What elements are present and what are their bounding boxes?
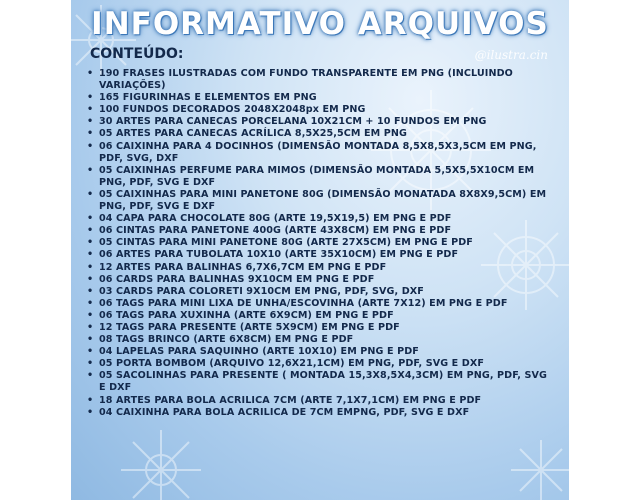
list-item-text: 06 CARDS PARA BALINHAS 9X10CM EM PNG E PDF <box>99 273 375 285</box>
list-item <box>87 116 557 128</box>
bullet-icon: • <box>87 334 94 346</box>
list-item <box>87 395 557 407</box>
list-item-text: 18 ARTES PARA BOLA ACRILICA 7CM (ARTE 7,1X7,1CM) EM PNG E PDF <box>99 394 482 406</box>
list-item <box>87 237 557 249</box>
list-item-text: 05 CINTAS PARA MINI PANETONE 80G (ARTE 27X5CM) EM PNG E PDF <box>99 237 473 249</box>
list-item-text: 03 CARDS PARA COLORETI 9X10CM EM PNG, PDF, SVG, DXF <box>99 285 424 297</box>
list-item <box>87 274 557 286</box>
list-item-text: 12 TAGS PARA PRESENTE (ARTE 5X9CM) EM PNG E PDF <box>99 321 400 333</box>
list-item-text: 165 FIGURINHAS E ELEMENTOS EM PNG <box>99 92 317 104</box>
list-item <box>87 286 557 298</box>
list-item-text: 04 CAPA PARA CHOCOLATE 80G (ARTE 19,5X19,5) EM PNG E PDF <box>99 213 452 225</box>
bullet-icon: • <box>87 237 94 249</box>
content-heading: CONTEÚDO: <box>90 46 184 62</box>
list-item <box>87 334 557 346</box>
bullet-icon: • <box>87 140 94 152</box>
list-item <box>87 249 557 261</box>
list-item-text: 100 FUNDOS DECORADOS 2048X2048px EM PNG <box>99 104 366 116</box>
content-list <box>87 68 557 419</box>
list-item-text: 05 PORTA BOMBOM (ARQUIVO 12,6X21,1CM) EM PNG, PDF, SVG E DXF <box>99 358 484 370</box>
bullet-icon: • <box>87 309 94 321</box>
list-item-text: 30 ARTES PARA CANECAS PORCELANA 10X21CM + 10 FUNDOS EM PNG <box>99 116 487 128</box>
bullet-icon: • <box>87 297 94 309</box>
list-item <box>87 141 557 165</box>
list-item-text: 05 CAIXINHAS PARA MINI PANETONE 80G (DIMENSÃO MONATADA 8X8X9,5CM) EM PNG, PDF, SVG E DXF <box>99 188 547 213</box>
list-item <box>87 104 557 116</box>
list-item <box>87 358 557 370</box>
list-item <box>87 310 557 322</box>
bullet-icon: • <box>87 394 94 406</box>
bullet-icon: • <box>87 261 94 273</box>
bullet-icon: • <box>87 104 94 116</box>
list-item-text: 06 TAGS PARA MINI LIXA DE UNHA/ESCOVINHA (ARTE 7X12) EM PNG E PDF <box>99 297 508 309</box>
list-item-text: 190 FRASES ILUSTRADAS COM FUNDO TRANSPARENTE EM PNG (INCLUINDO VARIAÇÕES) <box>99 68 513 92</box>
list-item-text: 12 ARTES PARA BALINHAS 6,7X6,7CM EM PNG E PDF <box>99 261 387 273</box>
list-item <box>87 213 557 225</box>
list-item <box>87 346 557 358</box>
informative-card <box>71 0 569 500</box>
bullet-icon: • <box>87 358 94 370</box>
list-item <box>87 128 557 140</box>
bullet-icon: • <box>87 188 94 200</box>
page-title: INFORMATIVO ARQUIVOS <box>91 6 549 42</box>
bullet-icon: • <box>87 225 94 237</box>
list-item-text: 08 TAGS BRINCO (ARTE 6X8CM) EM PNG E PDF <box>99 334 354 346</box>
list-item-text: 05 CAIXINHAS PERFUME PARA MIMOS (DIMENSÃO MONTADA 5,5X5,5X10CM EM PNG, PDF, SVG E DXF <box>99 164 535 188</box>
bullet-icon: • <box>87 406 94 418</box>
bullet-icon: • <box>87 346 94 358</box>
list-item <box>87 262 557 274</box>
list-item <box>87 225 557 237</box>
bullet-icon: • <box>87 92 94 104</box>
list-item <box>87 322 557 334</box>
bullet-icon: • <box>87 249 94 261</box>
bullet-icon: • <box>87 321 94 333</box>
list-item-text: 05 ARTES PARA CANECAS ACRÍLICA 8,5X25,5CM EM PNG <box>99 128 407 140</box>
list-item <box>87 189 557 213</box>
list-item-text: 06 ARTES PARA TUBOLATA 10X10 (ARTE 35X10CM) EM PNG E PDF <box>99 249 459 261</box>
list-item <box>87 92 557 104</box>
list-item-text: 06 TAGS PARA XUXINHA (ARTE 6X9CM) EM PNG E PDF <box>99 309 394 321</box>
bullet-icon: • <box>87 128 94 140</box>
bullet-icon: • <box>87 164 94 176</box>
bullet-icon: • <box>87 68 94 79</box>
list-item-text: 05 SACOLINHAS PARA PRESENTE ( MONTADA 15,3X8,5X4,3CM) EM PNG, PDF, SVG E DXF <box>99 370 548 394</box>
list-item <box>87 298 557 310</box>
list-item-text: 06 CINTAS PARA PANETONE 400G (ARTE 43X8CM) EM PNG E PDF <box>99 225 452 237</box>
bullet-icon: • <box>87 285 94 297</box>
list-item-text: 04 CAIXINHA PARA BOLA ACRILICA DE 7CM EMPNG, PDF, SVG E DXF <box>99 406 470 418</box>
list-item <box>87 407 557 419</box>
author-credit: @ilustra.cin <box>474 48 548 62</box>
list-item-text: 06 CAIXINHA PARA 4 DOCINHOS (DIMENSÃO MONTADA 8,5X8,5X3,5CM EM PNG, PDF, SVG, DXF <box>99 140 537 164</box>
bullet-icon: • <box>87 370 94 382</box>
list-item <box>87 165 557 189</box>
list-item-text: 04 LAPELAS PARA SAQUINHO (ARTE 10X10) EM PNG E PDF <box>99 346 419 358</box>
list-item <box>87 370 557 394</box>
bullet-icon: • <box>87 213 94 225</box>
bullet-icon: • <box>87 116 94 128</box>
list-item <box>87 68 557 92</box>
bullet-icon: • <box>87 273 94 285</box>
